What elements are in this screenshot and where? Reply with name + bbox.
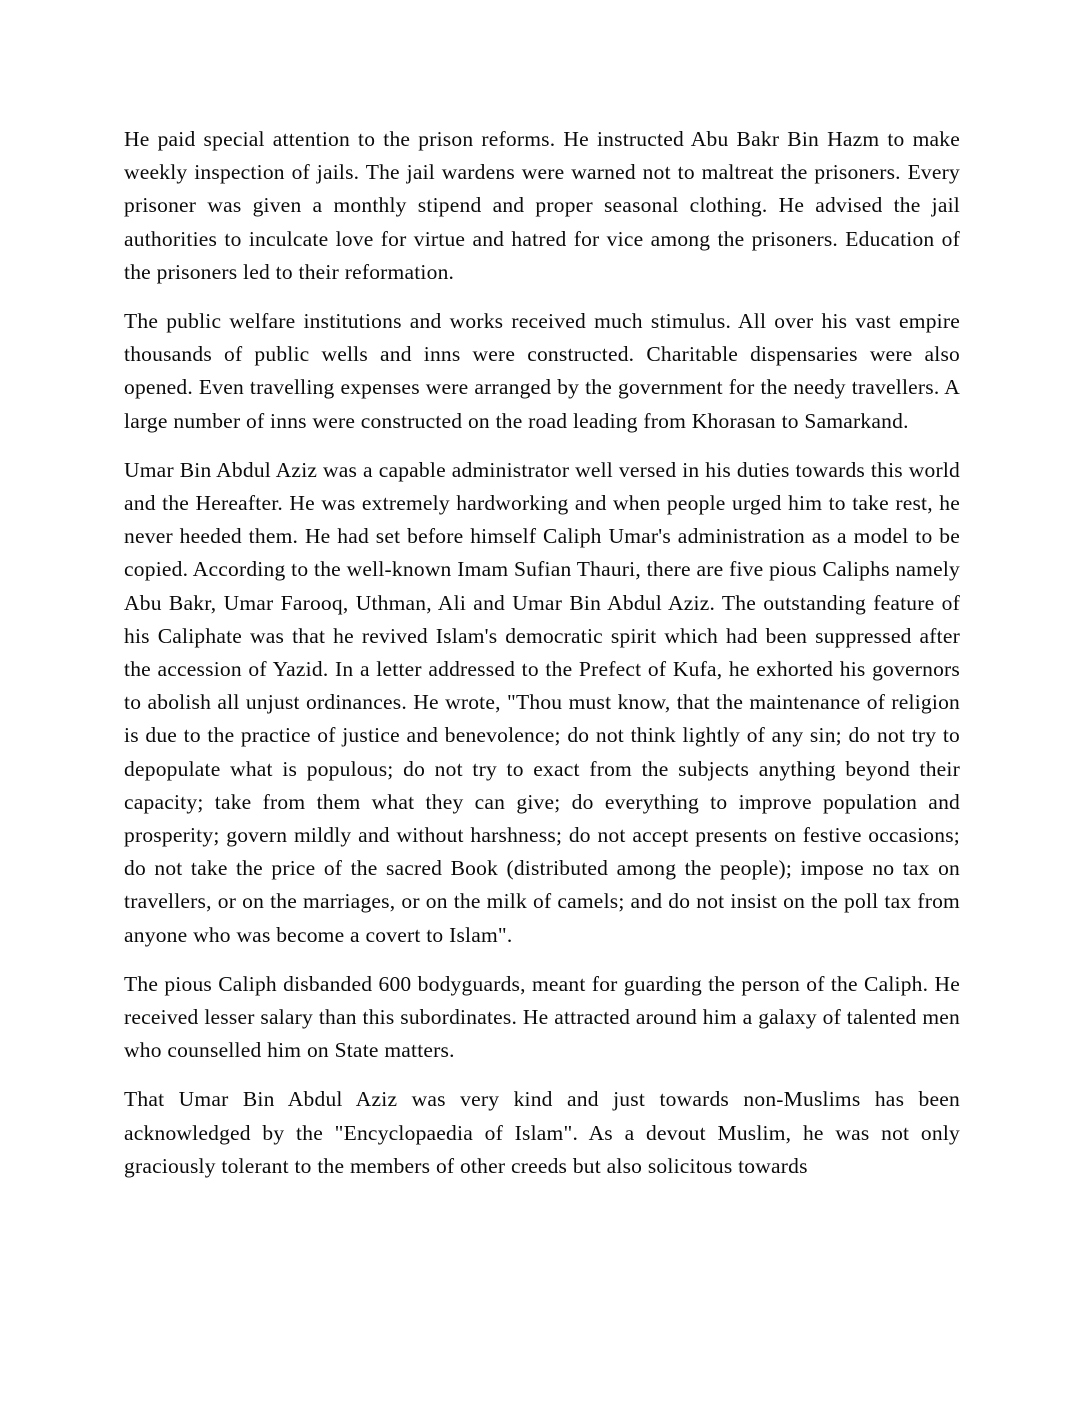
paragraph-disbanded-bodyguards: The pious Caliph disbanded 600 bodyguards, meant for guarding the person of the Caliph. He received lesser salary than this subordinates. He attracted around him a galaxy of talented men who counselled him on State matters. [124, 971, 960, 1063]
paragraph-public-welfare: The public welfare institutions and works received much stimulus. All over his vast empire thousands of public wells and inns were constructed. Charitable dispensaries were also opened. Even travelling expenses were arranged by the government for the needy travellers. A large number of inns were constructed on the road leading from Khorasan to Samarkand. [124, 309, 960, 433]
paragraph-prison-reforms: He paid special attention to the prison reforms. He instructed Abu Bakr Bin Hazm to make weekly inspection of jails. The jail wardens were warned not to maltreat the prisoners. Every prisoner was given a monthly stipend and proper seasonal clothing. He advised the jail authorities to inculcate love for virtue and hatred for vice among the prisoners. Education of the prisoners led to their reformation. [124, 127, 960, 284]
body-text-column [124, 123, 960, 1183]
paragraph-kindness-to-non-muslims: That Umar Bin Abdul Aziz was very kind and just towards non-Muslims has been acknowledged by the "Encyclopaedia of Islam". As a devout Muslim, he was not only graciously tolerant to the members of other creeds but also solicitous towards [124, 1087, 960, 1178]
paragraph-capable-administrator: Umar Bin Abdul Aziz was a capable administrator well versed in his duties towards this world and the Hereafter. He was extremely hardworking and when people urged him to take rest, he never heeded them. He had set before himself Caliph Umar's administration as a model to be copied. According to the well-known Imam Sufian Thauri, there are five pious Caliphs namely Abu Bakr, Umar Farooq, Uthman, Ali and Umar Bin Abdul Aziz. The outstanding feature of his Caliphate was that he revived Islam's democratic spirit which had been suppressed after the accession of Yazid. In a letter addressed to the Prefect of Kufa, he exhorted his governors to abolish all unjust ordinances. He wrote, "Thou must know, that the maintenance of religion is due to the practice of justice and benevolence; do not think lightly of any sin; do not try to depopulate what is populous; do not try to exact from the subjects anything beyond their capacity; take from them what they can give; do everything to improve population and prosperity; govern mildly and without harshness; do not accept presents on festive occasions; do not take the price of the sacred Book (distributed among the people); impose no tax on travellers, or on the marriages, or on the milk of camels; and do not insist on the poll tax from anyone who was become a covert to Islam". [124, 457, 960, 947]
